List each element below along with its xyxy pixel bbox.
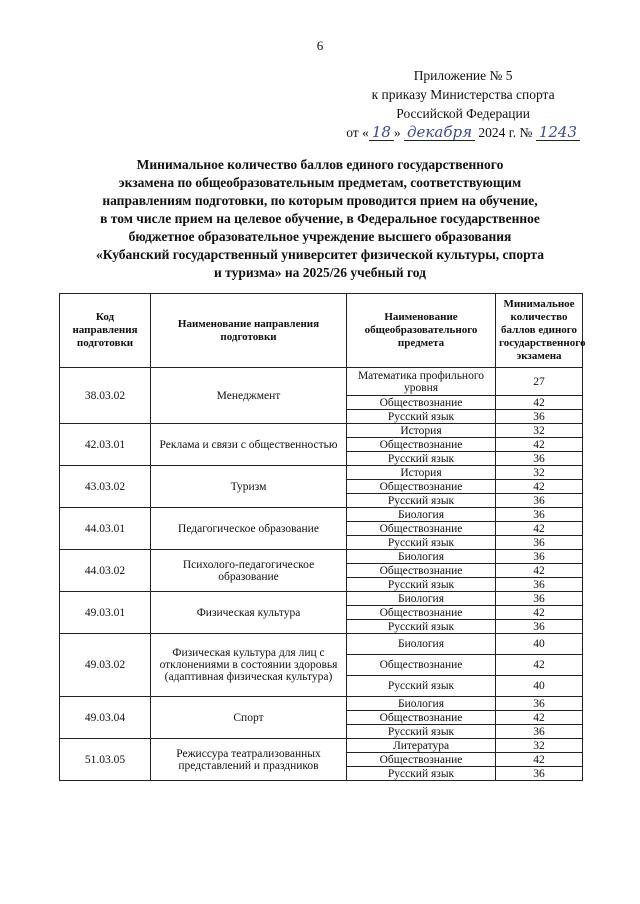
score-cell: 36 — [496, 410, 583, 424]
subject-cell: Русский язык — [347, 620, 496, 634]
score-cell: 36 — [496, 725, 583, 739]
subject-cell: Русский язык — [347, 767, 496, 781]
table-row — [60, 634, 583, 655]
header-code: Код направления подготовки — [60, 294, 151, 368]
title-line: направлениям подготовки, по которым проводится прием на обучение, — [102, 193, 538, 208]
title-line: в том числе прием на целевое обучение, в Федеральное государственное — [100, 211, 540, 226]
order-date-line — [346, 123, 580, 142]
score-cell: 42 — [496, 606, 583, 620]
subject-cell: Обществознание — [347, 753, 496, 767]
table-row — [60, 592, 583, 606]
table-row — [60, 508, 583, 522]
handwritten-order-number: 1243 — [536, 125, 580, 141]
subject-cell: Литература — [347, 739, 496, 753]
subject-cell: Обществознание — [347, 522, 496, 536]
direction-name: Психолого-педагогическое образование — [151, 550, 347, 592]
direction-name: Режиссура театрализованных представлений и праздников — [151, 739, 347, 781]
score-cell: 36 — [496, 508, 583, 522]
score-cell: 42 — [496, 655, 583, 676]
subject-cell: Обществознание — [347, 564, 496, 578]
subject-cell: Обществознание — [347, 438, 496, 452]
direction-code: 42.03.01 — [60, 424, 151, 466]
score-cell: 42 — [496, 480, 583, 494]
score-cell: 36 — [496, 550, 583, 564]
appendix-line-2: к приказу Министерства спорта — [371, 87, 555, 102]
score-cell: 42 — [496, 711, 583, 725]
score-cell: 42 — [496, 522, 583, 536]
document-title — [60, 156, 580, 282]
score-cell: 40 — [496, 676, 583, 697]
score-cell: 36 — [496, 494, 583, 508]
handwritten-month: декабря — [404, 125, 475, 141]
direction-name: Педагогическое образование — [151, 508, 347, 550]
appendix-line-3: Российской Федерации — [396, 106, 530, 121]
title-line: Минимальное количество баллов единого государственного — [136, 157, 504, 172]
direction-code: 49.03.02 — [60, 634, 151, 697]
direction-name: Спорт — [151, 697, 347, 739]
score-cell: 32 — [496, 466, 583, 480]
table-header-row — [60, 294, 583, 368]
title-line: бюджетное образовательное учреждение высшего образования — [128, 229, 512, 244]
direction-name: Физическая культура — [151, 592, 347, 634]
table-row — [60, 550, 583, 564]
score-cell: 42 — [496, 564, 583, 578]
table-row — [60, 697, 583, 711]
direction-code: 44.03.02 — [60, 550, 151, 592]
direction-code: 51.03.05 — [60, 739, 151, 781]
title-line: экзамена по общеобразовательным предметам, соответствующим — [118, 175, 522, 190]
subject-cell: История — [347, 466, 496, 480]
subject-cell: Русский язык — [347, 410, 496, 424]
score-cell: 27 — [496, 368, 583, 396]
score-cell: 42 — [496, 438, 583, 452]
direction-code: 49.03.01 — [60, 592, 151, 634]
title-line: «Кубанский государственный университет физической культуры, спорта — [96, 247, 544, 262]
score-cell: 36 — [496, 578, 583, 592]
header-subject: Наименование общеобразовательного предмета — [347, 294, 496, 368]
direction-code: 43.03.02 — [60, 466, 151, 508]
score-cell: 40 — [496, 634, 583, 655]
handwritten-day: 18 — [369, 125, 394, 141]
direction-code: 44.03.01 — [60, 508, 151, 550]
direction-name: Туризм — [151, 466, 347, 508]
score-cell: 36 — [496, 767, 583, 781]
table-row — [60, 424, 583, 438]
direction-name: Реклама и связи с общественностью — [151, 424, 347, 466]
subject-cell: Обществознание — [347, 606, 496, 620]
appendix-header — [346, 66, 580, 142]
score-cell: 36 — [496, 620, 583, 634]
subject-cell: Биология — [347, 508, 496, 522]
date-separator: » — [393, 125, 405, 140]
score-cell: 42 — [496, 753, 583, 767]
subject-cell: Обществознание — [347, 655, 496, 676]
page-number: 6 — [316, 38, 324, 53]
direction-code: 49.03.04 — [60, 697, 151, 739]
subject-cell: Обществознание — [347, 480, 496, 494]
score-cell: 36 — [496, 536, 583, 550]
score-cell: 32 — [496, 424, 583, 438]
header-direction-name: Наименование направления подготовки — [151, 294, 347, 368]
table-row — [60, 466, 583, 480]
score-cell: 36 — [496, 592, 583, 606]
table-row — [60, 739, 583, 753]
table-row — [60, 368, 583, 396]
title-line: и туризма» на 2025/26 учебный год — [214, 265, 426, 280]
score-cell: 36 — [496, 452, 583, 466]
subject-cell: Русский язык — [347, 676, 496, 697]
score-cell: 32 — [496, 739, 583, 753]
score-cell: 42 — [496, 396, 583, 410]
appendix-line-1: Приложение № 5 — [413, 68, 513, 83]
subject-cell: Русский язык — [347, 536, 496, 550]
subject-cell: Биология — [347, 634, 496, 655]
subject-cell: Русский язык — [347, 452, 496, 466]
direction-code: 38.03.02 — [60, 368, 151, 424]
subject-cell: Русский язык — [347, 578, 496, 592]
year-text: 2024 г. № — [475, 125, 536, 140]
direction-name: Менеджмент — [151, 368, 347, 424]
subject-cell: Математика профильного уровня — [347, 368, 496, 396]
subject-cell: Биология — [347, 592, 496, 606]
subject-cell: Обществознание — [347, 396, 496, 410]
table-body — [60, 368, 583, 781]
subject-cell: Биология — [347, 697, 496, 711]
subject-cell: Русский язык — [347, 494, 496, 508]
subject-cell: Обществознание — [347, 711, 496, 725]
header-min-score: Минимальное количество баллов единого государственного экзамена — [496, 294, 583, 368]
min-scores-table — [59, 293, 586, 781]
score-cell: 36 — [496, 697, 583, 711]
subject-cell: Русский язык — [347, 725, 496, 739]
direction-name: Физическая культура для лиц с отклонениями в состоянии здоровья (адаптивная физическая культура) — [151, 634, 347, 697]
date-prefix: от « — [346, 125, 369, 140]
subject-cell: Биология — [347, 550, 496, 564]
subject-cell: История — [347, 424, 496, 438]
